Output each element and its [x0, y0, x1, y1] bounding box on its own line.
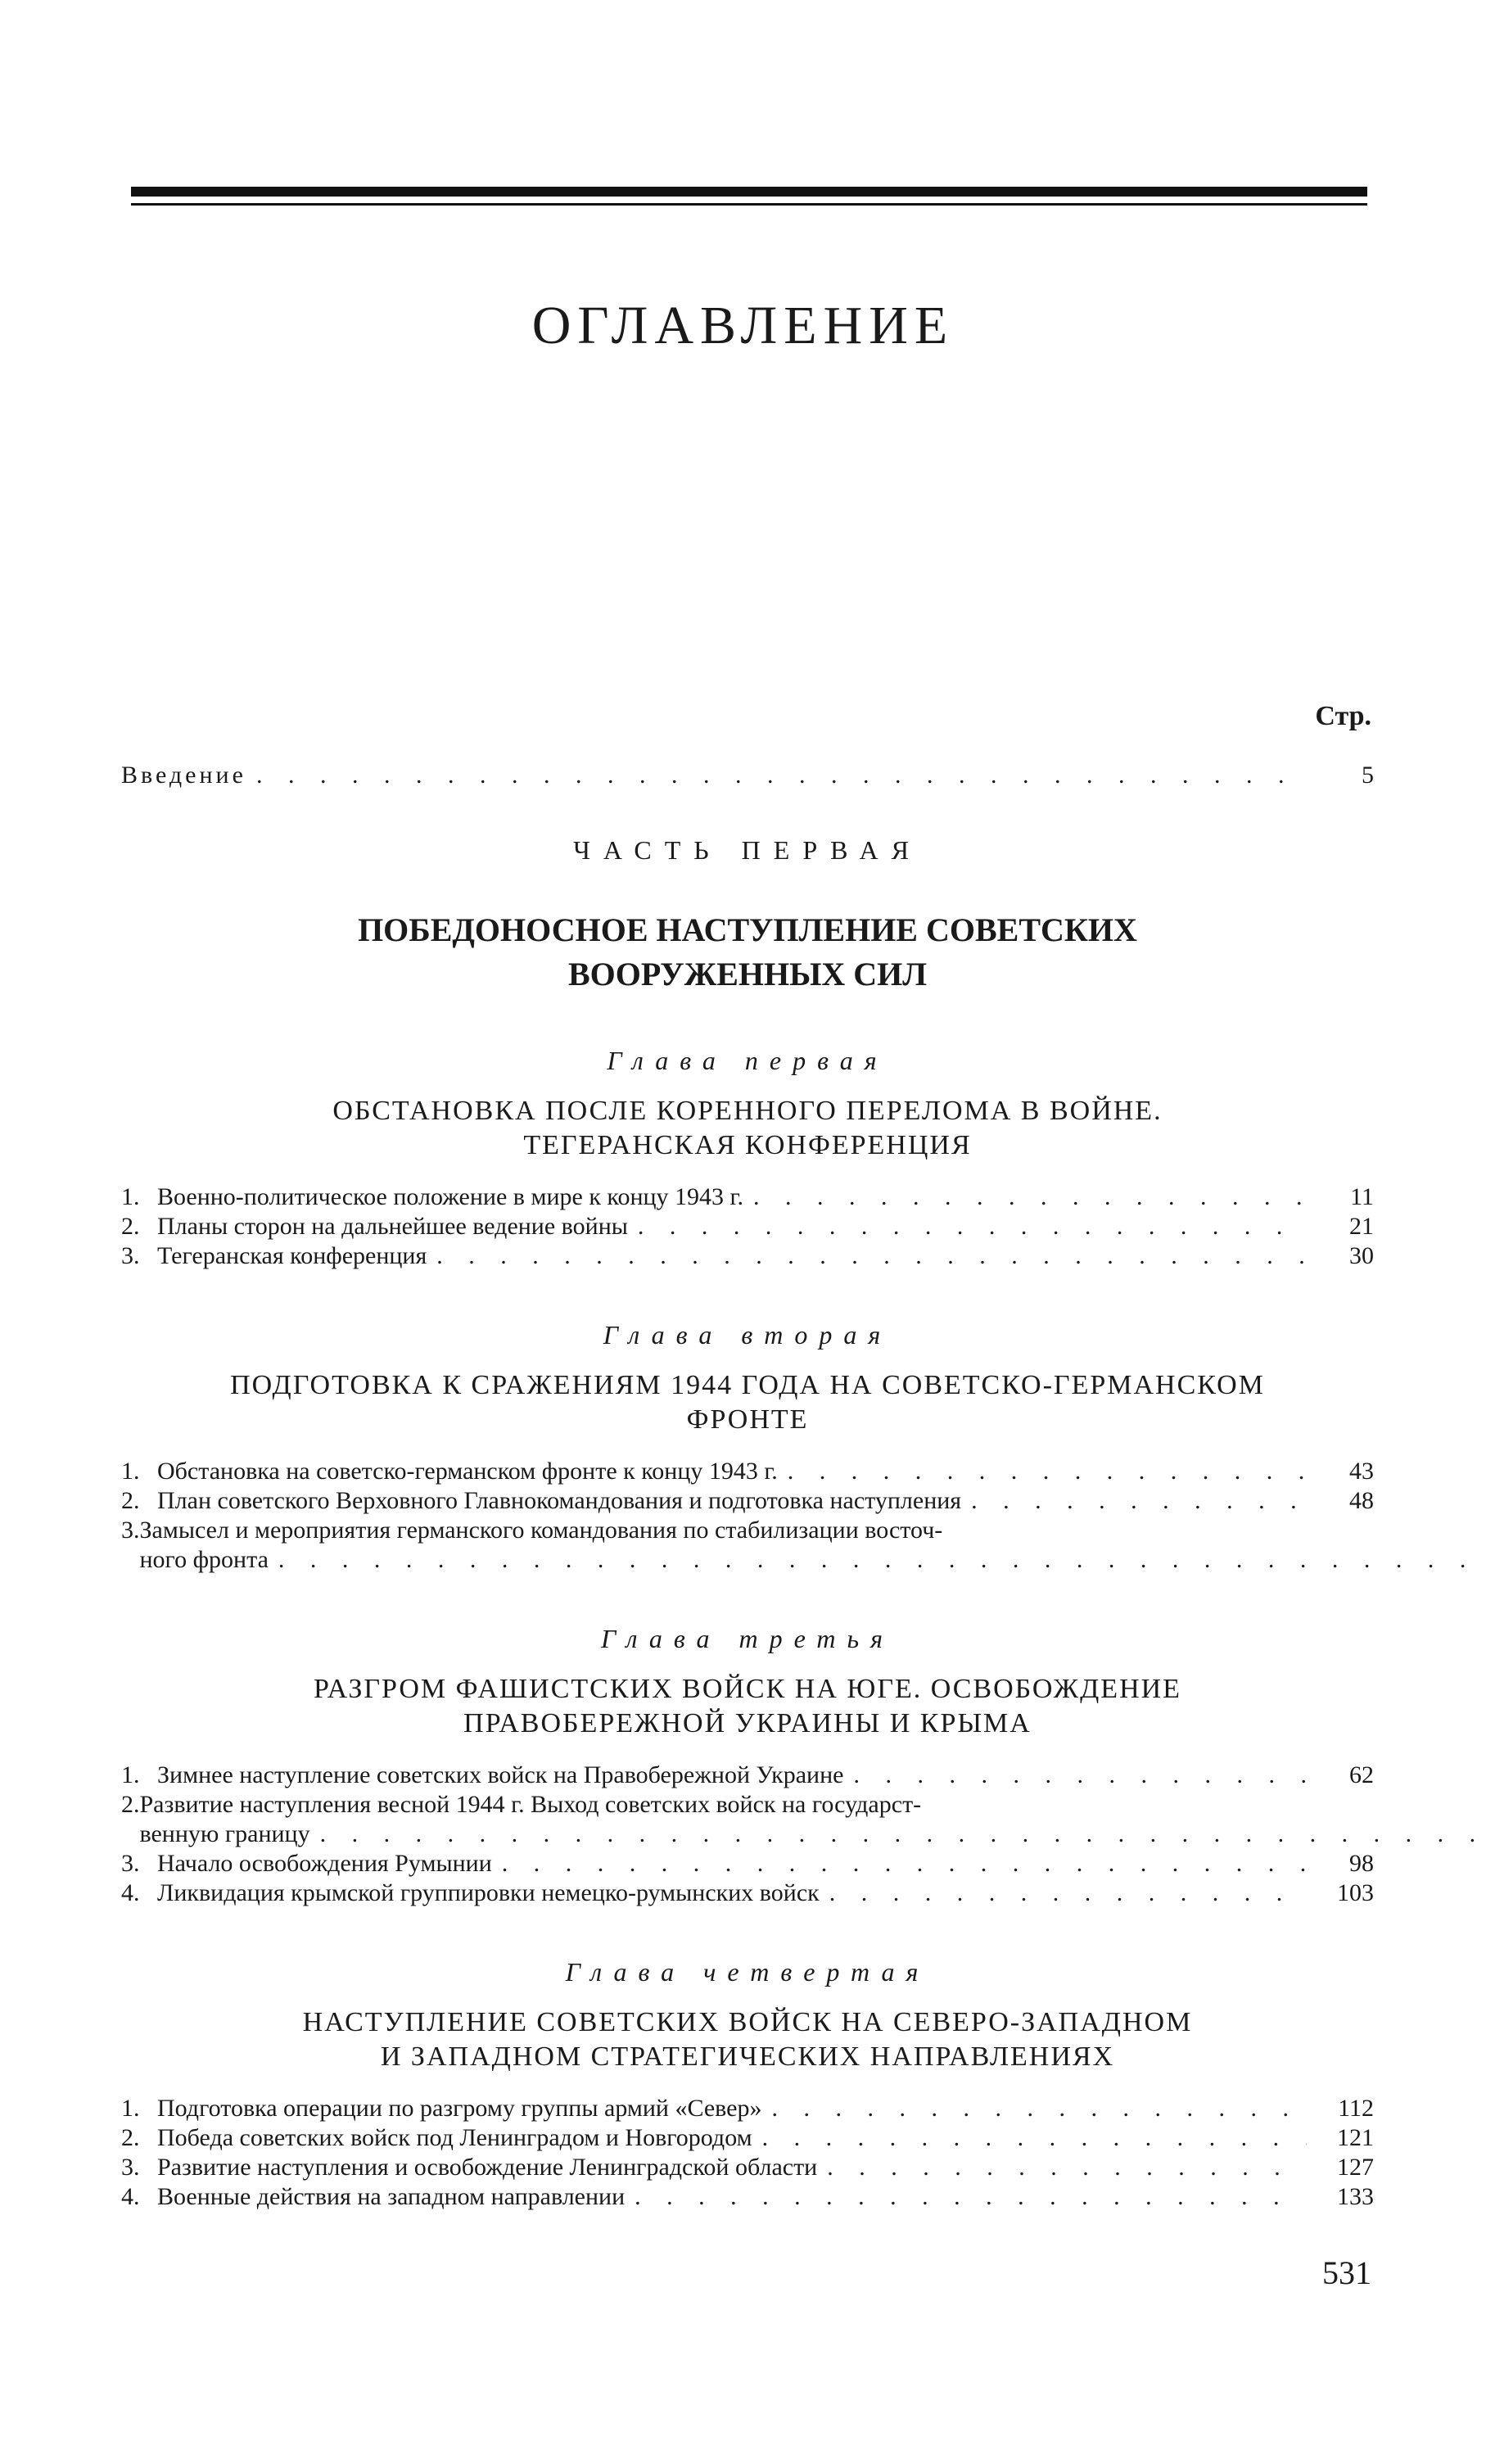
page-number: 531 — [1322, 2254, 1371, 2291]
entry-text: Зимнее наступление советских войск на Правобережной Украине — [157, 1761, 844, 1788]
entry-text: Планы сторон на дальнейшее ведение войны — [157, 1213, 628, 1240]
toc-body — [121, 762, 1374, 2212]
chapters-list — [121, 1046, 1374, 2212]
entry-number: 2. — [121, 1213, 140, 1240]
chapter-label: Глава первая — [607, 1046, 888, 1075]
entry-continuation — [140, 1820, 1486, 1849]
dot-leader — [829, 1879, 1307, 1908]
chapter-title-line: И ЗАПАДНОМ СТРАТЕГИЧЕСКИХ НАПРАВЛЕНИЯХ — [380, 2041, 1115, 2072]
entry-text: Военно-политическое положение в мире к концу 1943 г. — [157, 1183, 743, 1210]
dot-leader — [853, 1761, 1307, 1790]
entry-text-block — [140, 1516, 1486, 1575]
intro-label: Введение — [121, 762, 246, 789]
entry-page: 127 — [1337, 2154, 1374, 2181]
entry-page: 98 — [1349, 1850, 1374, 1877]
dot-leader — [256, 762, 1307, 789]
toc-entry[interactable] — [121, 1457, 1374, 1486]
entry-text: Развитие наступления весной 1944 г. Выход советских войск на государст- — [139, 1791, 922, 1818]
chapter-label: Глава вторая — [603, 1320, 892, 1350]
entry-page: 48 — [1349, 1487, 1374, 1514]
dot-leader — [771, 2094, 1307, 2123]
toc-entry[interactable] — [121, 1516, 1374, 1575]
entry-page: 11 — [1350, 1183, 1374, 1210]
toc-intro-entry[interactable] — [121, 762, 1374, 789]
entry-text: План советского Верховного Главнокомандования и подготовка наступления — [157, 1487, 962, 1514]
dot-leader — [320, 1820, 1486, 1849]
entry-page: 43 — [1349, 1458, 1374, 1485]
part-title — [121, 908, 1374, 997]
chapter-title-line: ПОДГОТОВКА К СРАЖЕНИЯМ 1944 ГОДА НА СОВЕТСКО-ГЕРМАНСКОМ — [230, 1370, 1265, 1400]
entry-number: 2. — [121, 2124, 140, 2151]
dot-leader — [788, 1457, 1307, 1486]
entry-page: 133 — [1337, 2183, 1374, 2210]
entry-number: 3. — [121, 2154, 140, 2181]
toc-entry[interactable] — [121, 1182, 1374, 1212]
entry-number: 3. — [121, 1242, 140, 1269]
entry-number: 1. — [121, 1458, 140, 1485]
entry-text: Обстановка на советско-германском фронте к концу 1943 г. — [157, 1458, 778, 1485]
chapter-title — [121, 2005, 1374, 2074]
entry-number: 3. — [121, 1850, 140, 1877]
entry-number: 1. — [121, 1183, 140, 1210]
chapter-title — [121, 1368, 1374, 1437]
entry-text: Подготовка операции по разгрому группы армий «Север» — [157, 2095, 762, 2122]
dot-leader — [753, 1182, 1307, 1212]
toc-entry[interactable] — [121, 1212, 1374, 1241]
toc-entry[interactable] — [121, 1849, 1374, 1879]
entry-text: Тегеранская конференция — [157, 1242, 427, 1269]
entry-text: Замысел и мероприятия германского командования по стабилизации восточ- — [139, 1517, 943, 1544]
chapter-entries — [121, 1182, 1374, 1271]
entry-text: Развитие наступления и освобождение Ленинградской области — [157, 2154, 818, 2181]
entry-text: Начало освобождения Румынии — [157, 1850, 492, 1877]
entry-number: 2. — [121, 1791, 140, 1818]
top-rule-thick — [131, 187, 1367, 197]
dot-leader — [971, 1486, 1307, 1516]
chapter-title-line: ОБСТАНОВКА ПОСЛЕ КОРЕННОГО ПЕРЕЛОМА В ВОЙНЕ. — [332, 1096, 1163, 1126]
intro-page: 5 — [1362, 762, 1374, 789]
entry-page: 112 — [1338, 2095, 1374, 2122]
entry-number: 1. — [121, 1761, 140, 1788]
entry-continuation — [140, 1545, 1486, 1575]
chapter-title-line: ПРАВОБЕРЕЖНОЙ УКРАИНЫ И КРЫМА — [463, 1708, 1032, 1738]
entry-number: 2. — [121, 1487, 140, 1514]
entry-text-continued: венную границу — [139, 1820, 310, 1847]
dot-leader — [436, 1241, 1307, 1271]
toc-entry[interactable] — [121, 1486, 1374, 1516]
chapter-entries — [121, 1457, 1374, 1575]
toc-entry[interactable] — [121, 2123, 1374, 2153]
toc-entry[interactable] — [121, 1241, 1374, 1271]
toc-entry[interactable] — [121, 1790, 1374, 1849]
dot-leader — [635, 2182, 1307, 2212]
page-column-label: Стр. — [1315, 701, 1371, 731]
chapter-title-line: РАЗГРОМ ФАШИСТСКИХ ВОЙСК НА ЮГЕ. ОСВОБОЖДЕНИЕ — [314, 1674, 1181, 1704]
entry-page: 62 — [1349, 1761, 1374, 1788]
part-heading: ЧАСТЬ ПЕРВАЯ — [573, 835, 922, 865]
entry-text: Ликвидация крымской группировки немецко-румынских войск — [157, 1879, 820, 1906]
dot-leader — [278, 1545, 1486, 1575]
chapter-entries — [121, 2094, 1374, 2212]
entry-number: 4. — [121, 2183, 140, 2210]
toc-entry[interactable] — [121, 2153, 1374, 2182]
dot-leader — [827, 2153, 1307, 2182]
toc-entry[interactable] — [121, 2182, 1374, 2212]
entry-number: 1. — [121, 2095, 140, 2122]
chapter-title-line: ТЕГЕРАНСКАЯ КОНФЕРЕНЦИЯ — [523, 1130, 972, 1160]
page-title: ОГЛАВЛЕНИЕ — [531, 296, 955, 355]
part-title-line: ПОБЕДОНОСНОЕ НАСТУПЛЕНИЕ СОВЕТСКИХ — [358, 911, 1137, 948]
chapter-title — [121, 1094, 1374, 1163]
chapter-entries — [121, 1761, 1374, 1908]
entry-number: 3. — [121, 1517, 140, 1544]
entry-page: 21 — [1349, 1213, 1374, 1240]
toc-entry[interactable] — [121, 1761, 1374, 1790]
dot-leader — [762, 2123, 1307, 2153]
part-title-line: ВООРУЖЕННЫХ СИЛ — [567, 956, 928, 992]
chapter-label: Глава четвертая — [565, 1957, 930, 1987]
entry-number: 4. — [121, 1879, 140, 1906]
entry-text: Победа советских войск под Ленинградом и Новгородом — [157, 2124, 752, 2151]
chapter-title-line: ФРОНТЕ — [686, 1404, 809, 1435]
top-rule-thin — [131, 203, 1367, 206]
toc-entry[interactable] — [121, 2094, 1374, 2123]
dot-leader — [638, 1212, 1307, 1241]
entry-text-block — [140, 1790, 1486, 1849]
entry-page: 30 — [1349, 1242, 1374, 1269]
chapter-title — [121, 1672, 1374, 1741]
entry-text: Военные действия на западном направлении — [157, 2183, 626, 2210]
toc-entry[interactable] — [121, 1879, 1374, 1908]
entry-page: 103 — [1337, 1879, 1374, 1906]
entry-text-continued: ного фронта — [139, 1546, 269, 1573]
chapter-title-line: НАСТУПЛЕНИЕ СОВЕТСКИХ ВОЙСК НА СЕВЕРО-ЗАПАДНОМ — [302, 2007, 1193, 2037]
dot-leader — [502, 1849, 1307, 1879]
chapter-label: Глава третья — [601, 1624, 894, 1653]
entry-page: 121 — [1337, 2124, 1374, 2151]
